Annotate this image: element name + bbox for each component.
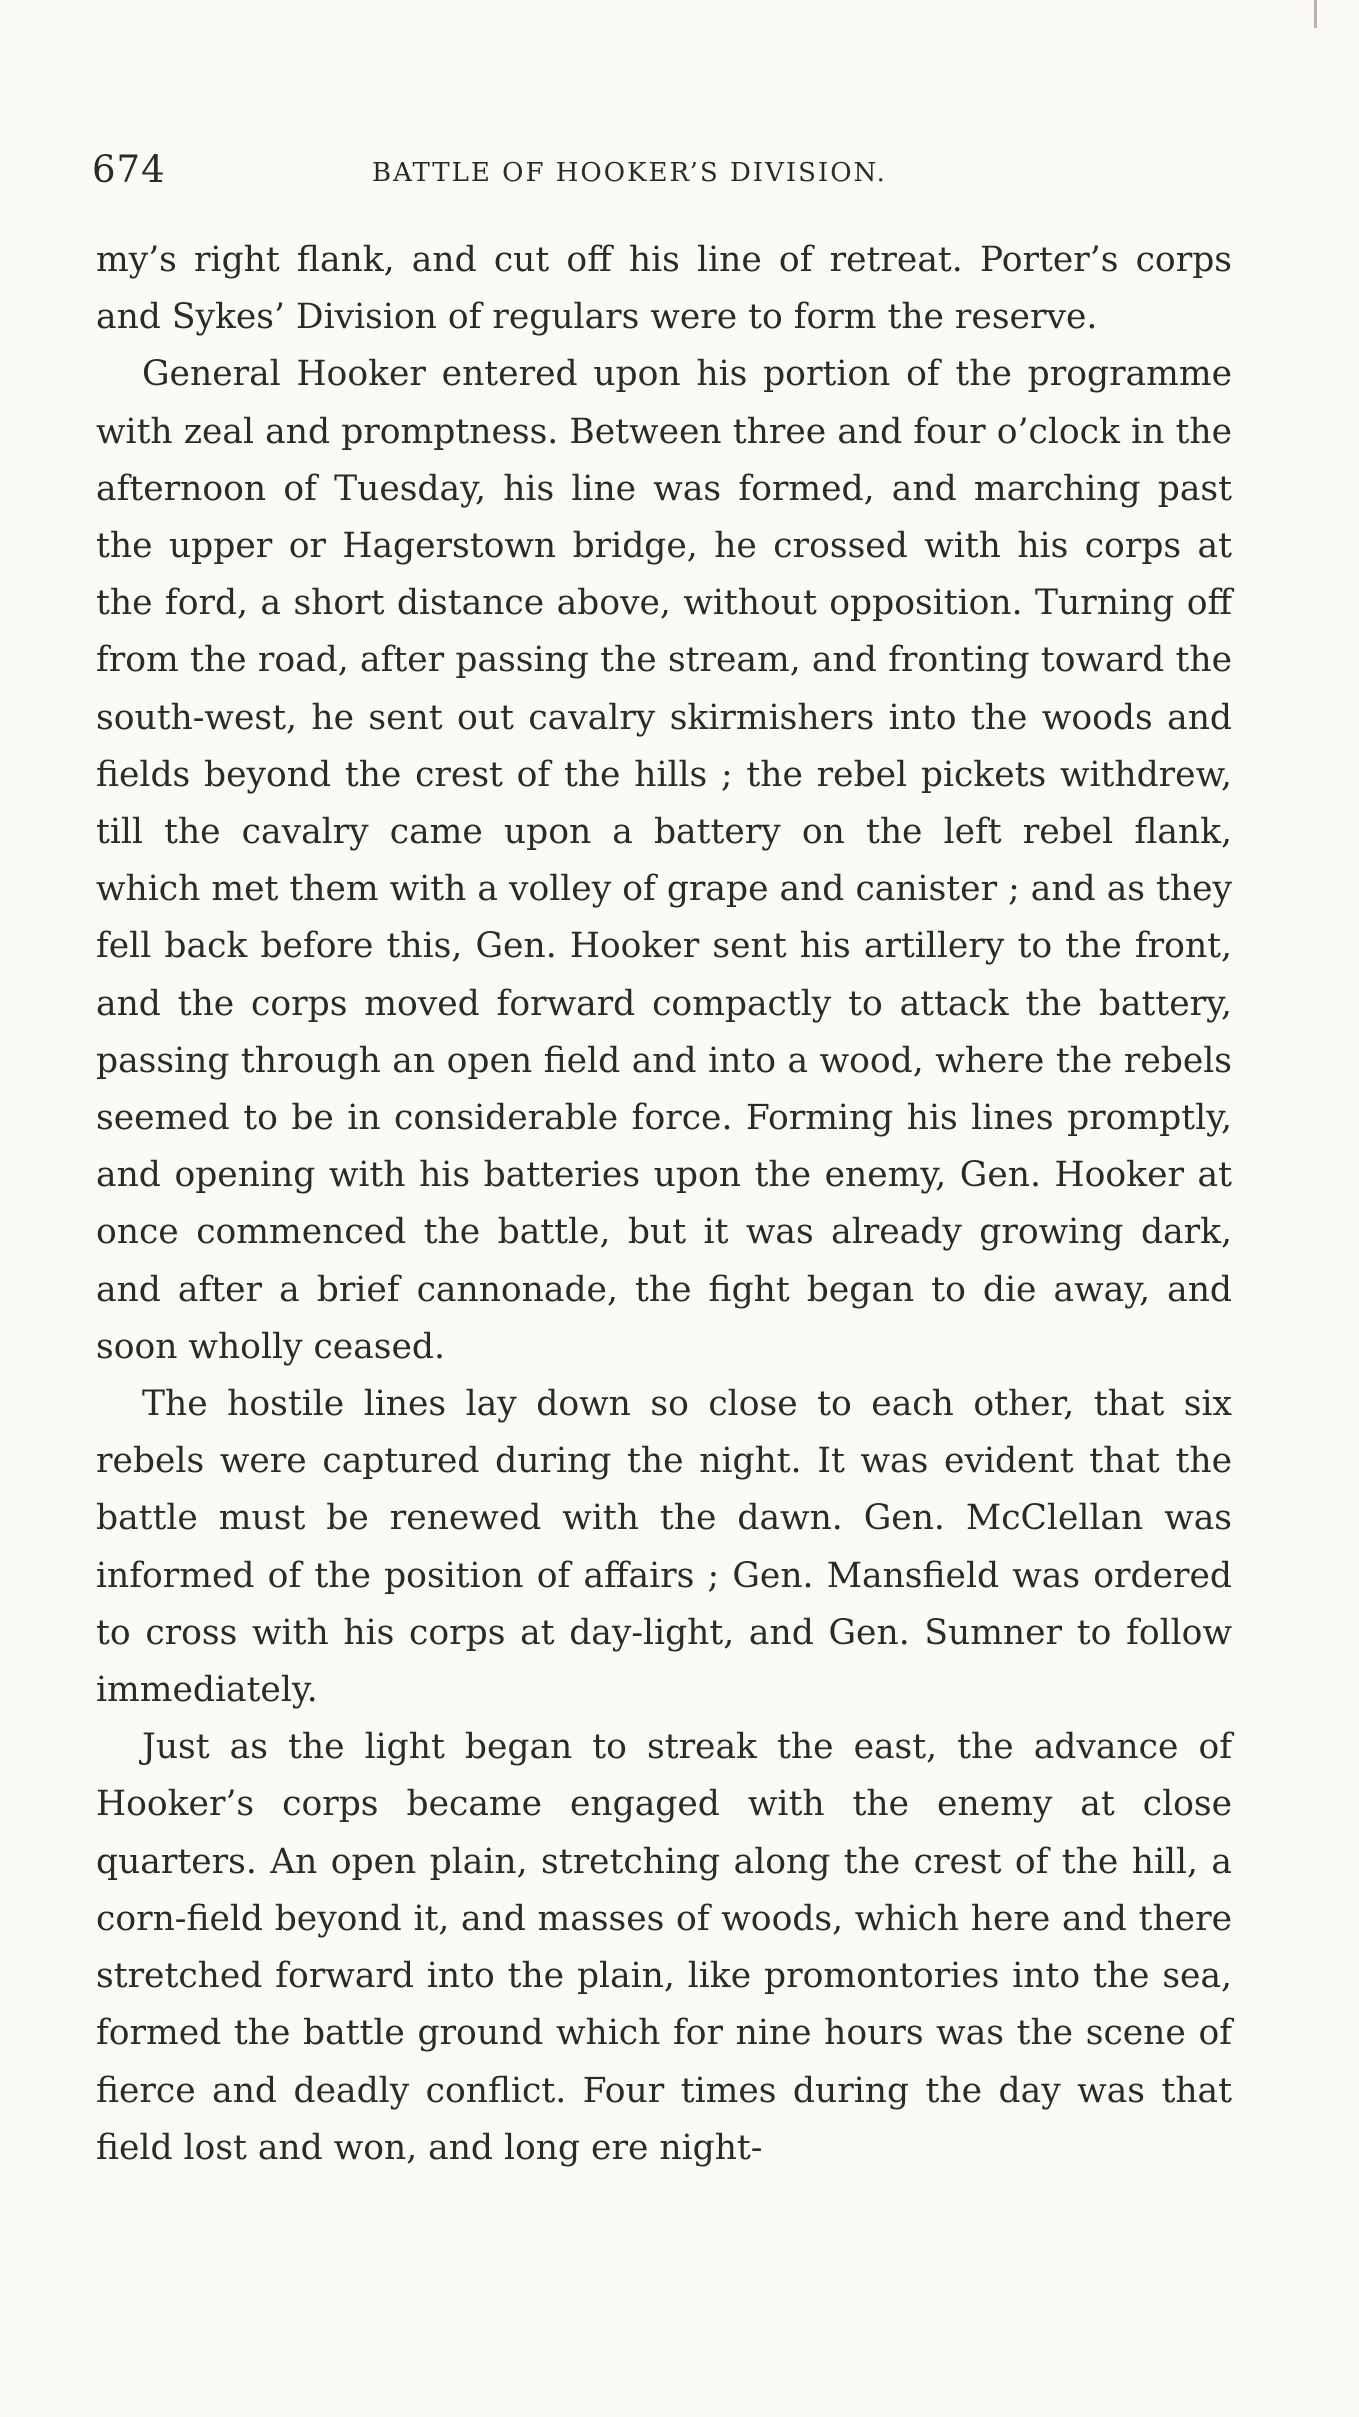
paragraph-4: Just as the light began to streak the east, the advance of Hooker’s corps became engaged with the enemy at close quarters. An open plain, stretching along the crest of the hill, a corn-field beyond it, and masses of woods, which here and there stretched forward into the plain, like promontories into the sea, formed the battle ground which for nine hours was the scene of fierce and deadly conflict. Four times during the day was that field lost and won, and long ere night- <box>96 1727 1232 2168</box>
paragraph-1: my’s right flank, and cut off his line of retreat. Porter’s corps and Sykes’ Division of regulars were to form the reserve. <box>96 240 1232 338</box>
page-header <box>92 148 1242 208</box>
page-edge-mark <box>1314 0 1317 28</box>
body-text <box>96 232 1232 2177</box>
running-head: BATTLE OF HOOKER’S DIVISION. <box>372 158 887 188</box>
paragraph-2: General Hooker entered upon his portion of the programme with zeal and promptness. Between three and four o’clock in the afternoon of Tuesday, his line was formed, and marching past the upper or Hagerstown bridge, he crossed with his corps at the ford, a short distance above, without opposition. Turning off from the road, after passing the stream, and fronting toward the south-west, he sent out cavalry skirmishers into the woods and fields beyond the crest of the hills ; the rebel pickets withdrew, till the cavalry came upon a battery on the left rebel flank, which met them with a volley of grape and canister ; and as they fell back before this, Gen. Hooker sent his artillery to the front, and the corps moved forward compactly to attack the battery, passing through an open field and into a wood, where the rebels seemed to be in considerable force. Forming his lines promptly, and opening with his batteries upon the enemy, Gen. Hooker at once commenced the battle, but it was already growing dark, and after a brief cannonade, the fight began to die away, and soon wholly ceased. <box>96 354 1232 1367</box>
paragraph-3: The hostile lines lay down so close to each other, that six rebels were captured during the night. It was evident that the battle must be renewed with the dawn. Gen. McClellan was informed of the position of affairs ; Gen. Mansfield was ordered to cross with his corps at day-light, and Gen. Sumner to follow immediately. <box>96 1384 1232 1711</box>
page-number: 674 <box>92 148 166 191</box>
